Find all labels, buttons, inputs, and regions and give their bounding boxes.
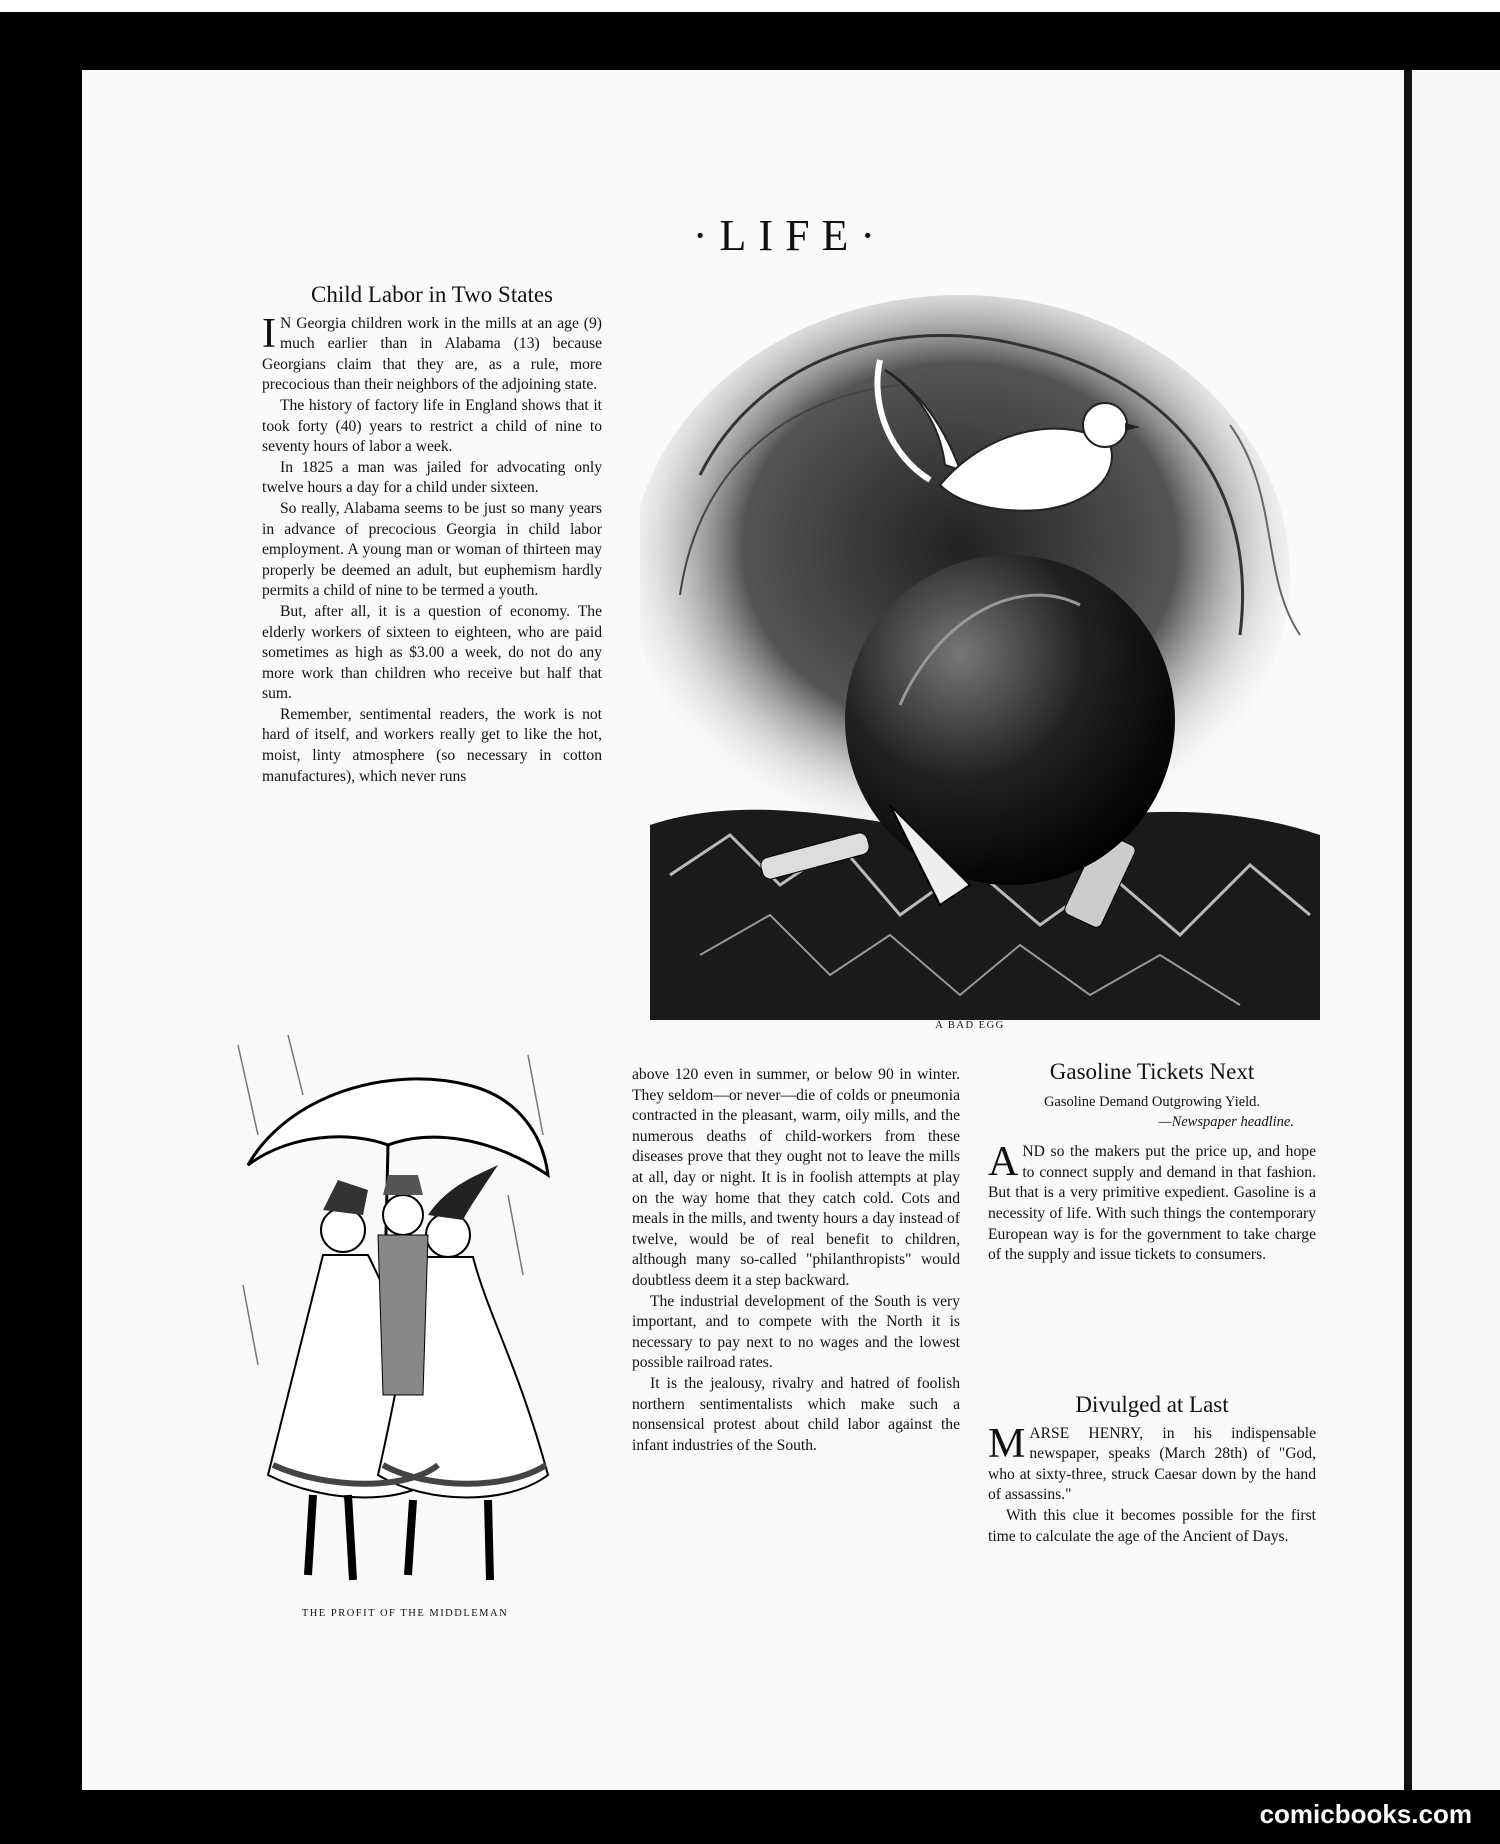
article-gasoline-tickets <box>988 1059 1316 1266</box>
article-paragraph: So really, Alabama seems to be just so many years in advance of precocious Georgia in child labor employment. A young man or woman of thirteen may properly be deemed an adult, but euphemism hardly permits a child of nine to be termed a youth. <box>262 499 602 600</box>
illustration-caption: A BAD EGG <box>935 1020 1005 1031</box>
article-subtitle: Gasoline Demand Outgrowing Yield. <box>1043 1093 1261 1110</box>
top-edge <box>0 0 1500 12</box>
article-child-labor-continued <box>632 1065 960 1456</box>
illustration-bad-egg <box>640 275 1320 1020</box>
article-paragraph: It is the jealousy, rivalry and hatred of foolish northern sentimentalists which make such a nonsensical protest about child labor against the infant industries of the South. <box>632 1374 960 1454</box>
article-paragraph: I N Georgia children work in the mills at an age (9) much earlier than in Alabama (13) because Georgians claim that they are, as a rule, more precocious than their neighbors of the adjoining state. <box>262 310 602 394</box>
article-title: Child Labor in Two States <box>310 282 553 307</box>
article-paragraph: AND so the makers put the price up, and hope to connect supply and demand in that fashion. But that is a very primitive expedient. Gasoline is a necessity of life. With such things the contemporary European way is for the government to take charge of the supply and issue tickets to consumers. <box>988 1139 1316 1264</box>
masthead: ·LIFE· <box>692 211 888 260</box>
article-child-labor <box>262 282 602 787</box>
article-citation: —Newspaper headline. <box>1158 1113 1294 1130</box>
drop-cap: I <box>262 310 276 357</box>
article-paragraph: But, after all, it is a question of economy. The elderly workers of sixteen to eighteen, who are paid sometimes as high as $3.00 a week, do not do any more work than children who receive but half that sum. <box>262 602 602 703</box>
article-paragraph: MARSE HENRY, in his indispensable newspaper, speaks (March 28th) of "God, who at sixty-three, struck Caesar down by the hand of assassins." <box>988 1420 1316 1504</box>
article-title: Gasoline Tickets Next <box>1049 1059 1255 1084</box>
article-paragraph: In 1825 a man was jailed for advocating only twelve hours a day for a child under sixteen. <box>262 458 602 497</box>
article-divulged-at-last <box>988 1392 1316 1547</box>
drop-cap: A <box>988 1139 1019 1186</box>
article-title: Divulged at Last <box>1075 1392 1229 1417</box>
article-paragraph: With this clue it becomes possible for the first time to calculate the age of the Ancient of Days. <box>988 1506 1316 1545</box>
illustration-caption: THE PROFIT OF THE MIDDLEMAN <box>301 1608 509 1619</box>
article-paragraph: Remember, sentimental readers, the work is not hard of itself, and workers really get to like the hot, moist, linty atmosphere (so necessary in cotton manufactures), which never runs <box>262 705 602 785</box>
watermark: comicbooks.com <box>1259 1799 1472 1829</box>
next-page-edge <box>1412 70 1500 1790</box>
article-paragraph: above 120 even in summer, or below 90 in winter. They seldom—or never—die of colds or pneumonia contracted in the pleasant, warm, oily mills, and the numerous deaths of child-workers from these diseases prove that they ought not to leave the mills at all, day or night. It is in foolish attempts at play on the way home that they catch cold. Cots and meals in the mills, and twenty hours a day instead of twelve, would be of real benefit to children, although many so-called "philanthropists" would doubtless deem it a step backward. <box>632 1066 960 1289</box>
page-gutter-line <box>1404 70 1412 1790</box>
article-paragraph: The history of factory life in England shows that it took forty (40) years to restrict a child of nine to seventy hours of labor a week. <box>262 396 602 456</box>
article-paragraph: The industrial development of the South is very important, and to compete with the North it is necessary to pay next to no wages and the lowest possible railroad rates. <box>632 1292 960 1372</box>
illustration-middleman <box>228 1035 563 1595</box>
drop-cap: M <box>988 1420 1026 1467</box>
